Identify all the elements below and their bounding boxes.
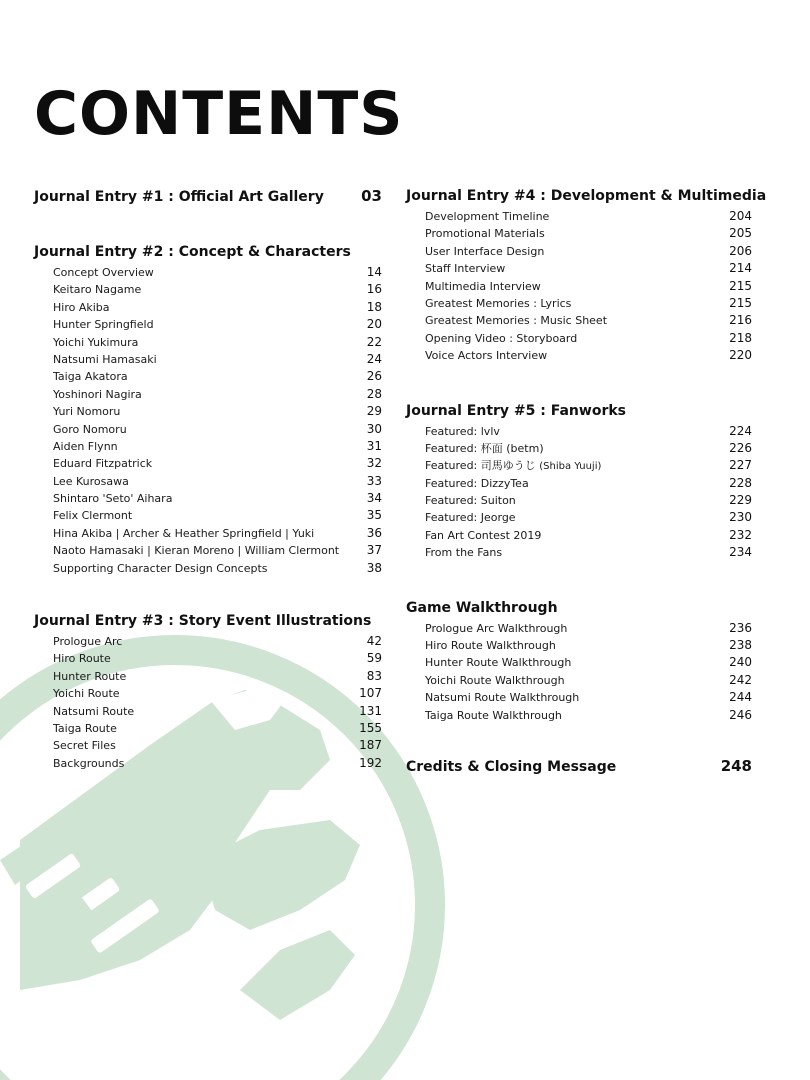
toc-entry[interactable] [406,440,752,457]
entry-list [34,633,382,772]
entry-page: 206 [729,243,752,258]
entry-label: Aiden Flynn [53,439,118,453]
entry-label: Fan Art Contest 2019 [425,528,542,542]
entry-list [406,423,752,562]
entry-label: Supporting Character Design Concepts [53,561,268,575]
toc-entry[interactable] [406,295,752,312]
toc-entry[interactable] [406,637,752,654]
entry-label: Greatest Memories : Lyrics [425,296,572,310]
section-fanworks [406,399,752,562]
toc-entry[interactable] [406,208,752,225]
entry-page: 216 [729,313,752,328]
entry-label: Taiga Route Walkthrough [425,708,562,722]
entry-label: Goro Nomoru [53,422,127,436]
section-heading[interactable] [34,240,382,264]
entry-label: Taiga Route [53,721,117,735]
toc-entry[interactable] [406,243,752,260]
toc-entry[interactable] [406,527,752,544]
toc-entry[interactable] [34,351,382,368]
entry-page: 34 [366,491,382,506]
entry-label: Featured: 杯面 (betm) [425,441,544,455]
entry-list [406,620,752,724]
entry-page: 192 [359,755,382,770]
entry-label: Opening Video : Storyboard [425,331,578,345]
entry-label: User Interface Design [425,244,545,258]
entry-page: 24 [366,351,382,366]
contents-right-column [406,184,767,778]
entry-list [406,208,752,365]
entry-label: Prologue Arc Walkthrough [425,621,568,635]
toc-entry[interactable] [406,509,752,526]
section-page-number: 03 [361,187,382,205]
entry-page: 59 [366,651,382,666]
toc-entry[interactable] [34,455,382,472]
toc-entry[interactable] [34,264,382,281]
toc-entry[interactable] [34,542,382,559]
contents-left-column [34,184,382,772]
entry-label-main: Featured: 司馬ゆうじ [425,459,536,473]
toc-entry[interactable] [34,525,382,542]
section-page-number: 248 [720,756,752,775]
entry-page: 187 [359,738,382,753]
toc-entry[interactable] [34,316,382,333]
entry-page: 204 [729,209,752,223]
entry-label: Yoichi Route Walkthrough [425,673,565,687]
entry-page: 20 [366,317,382,332]
toc-entry[interactable] [34,703,382,720]
entry-page: 240 [729,655,752,670]
entry-label: Hunter Springfield [53,318,154,332]
section-title: Credits & Closing Message [406,758,617,775]
entry-label: Taiga Akatora [53,370,128,384]
entry-page: 37 [366,543,382,558]
entry-label: Development Timeline [425,210,550,223]
entry-label: Featured: Suiton [425,494,516,508]
entry-label: Hunter Route Walkthrough [425,656,572,670]
toc-entry[interactable] [406,620,752,637]
entry-page: 244 [729,690,752,705]
entry-label: Yoichi Yukimura [53,335,139,349]
entry-label: Hina Akiba | Archer & Heather Springfield | Yuki [53,526,315,540]
toc-entry[interactable] [406,672,752,689]
entry-label: Hunter Route [53,669,127,683]
entry-label: Backgrounds [53,756,125,770]
toc-entry[interactable] [406,312,752,329]
entry-label: Yuri Nomoru [53,405,121,419]
toc-entry[interactable] [34,720,382,737]
entry-label [425,457,601,475]
entry-list [34,264,382,577]
entry-label: Featured: lvlv [425,424,500,438]
entry-label: Promotional Materials [425,227,545,241]
entry-label: Greatest Memories : Music Sheet [425,314,608,328]
entry-label: Staff Interview [425,262,506,276]
entry-label: Yoichi Route [53,687,120,701]
toc-entry[interactable] [34,334,382,351]
entry-page: 246 [729,707,752,722]
entry-page: 229 [729,493,752,508]
entry-page: 32 [366,456,382,471]
entry-page: 35 [366,508,382,523]
entry-page: 38 [366,560,382,575]
toc-entry[interactable] [34,560,382,577]
entry-page: 28 [366,386,382,401]
section-credits-closing [406,754,752,778]
toc-entry[interactable] [406,347,752,364]
entry-label: Featured: Jeorge [425,511,516,525]
entry-page: 29 [366,404,382,419]
entry-page: 42 [366,634,382,649]
entry-label: Natsumi Route Walkthrough [425,691,580,705]
toc-entry[interactable] [34,368,382,385]
section-title: Game Walkthrough [406,599,558,616]
toc-entry[interactable] [34,473,382,490]
section-title: Journal Entry #4 : Development & Multimedia [406,188,767,204]
entry-page: 22 [366,334,382,349]
entry-page: 242 [729,672,752,687]
section-heading[interactable] [34,609,382,633]
toc-entry[interactable] [34,633,382,650]
section-heading[interactable] [406,184,767,208]
section-story-event-illustrations [34,609,382,772]
toc-entry[interactable] [406,457,752,474]
toc-entry[interactable] [34,403,382,420]
entry-page: 107 [359,686,382,701]
entry-label: Naoto Hamasaki | Kieran Moreno | William Clermont [53,544,340,558]
section-title: Journal Entry #5 : Fanworks [406,402,626,419]
entry-page: 14 [366,265,382,279]
section-official-art-gallery [34,184,382,208]
toc-entry[interactable] [34,438,382,455]
entry-page: 31 [366,438,382,453]
toc-entry[interactable] [406,423,752,440]
entry-page: 234 [729,545,752,560]
entry-page: 33 [366,473,382,488]
section-heading[interactable] [406,596,752,620]
entry-page: 205 [729,226,752,241]
toc-entry[interactable] [34,755,382,772]
section-heading[interactable] [406,754,752,778]
entry-page: 236 [729,620,752,635]
section-title: Journal Entry #2 : Concept & Characters [34,244,351,260]
entry-page: 232 [729,527,752,542]
entry-page: 220 [729,348,752,363]
entry-page: 218 [729,330,752,345]
entry-page: 224 [729,423,752,438]
section-title: Journal Entry #1 : Official Art Gallery [34,189,324,205]
entry-label: Hiro Akiba [53,300,110,314]
toc-entry[interactable] [406,475,752,492]
entry-page: 238 [729,638,752,653]
entry-label: Voice Actors Interview [425,349,548,363]
entry-page: 30 [366,421,382,436]
section-game-walkthrough [406,596,752,724]
toc-entry[interactable] [406,654,752,671]
entry-page: 215 [729,278,752,293]
toc-entry[interactable] [406,225,752,242]
entry-page: 131 [359,703,382,718]
entry-label: From the Fans [425,546,503,560]
entry-page: 214 [729,261,752,276]
entry-page: 16 [366,282,382,297]
section-concept-characters [34,240,382,577]
entry-label: Yoshinori Nagira [53,387,142,401]
entry-label: Shintaro 'Seto' Aihara [53,492,173,506]
entry-label: Natsumi Route [53,704,135,718]
toc-entry[interactable] [406,689,752,706]
toc-entry[interactable] [34,650,382,667]
entry-page: 18 [366,299,382,314]
toc-entry[interactable] [406,260,752,277]
entry-label: Secret Files [53,739,116,753]
toc-entry[interactable] [34,281,382,298]
toc-entry[interactable] [406,278,752,295]
toc-entry[interactable] [34,490,382,507]
section-heading[interactable] [34,184,382,208]
entry-label: Multimedia Interview [425,279,541,293]
toc-entry[interactable] [34,668,382,685]
entry-label: Hiro Route [53,652,111,666]
entry-label: Eduard Fitzpatrick [53,457,153,471]
entry-label: Felix Clermont [53,509,133,523]
entry-page: 26 [366,369,382,384]
entry-page: 226 [729,440,752,455]
entry-label: Natsumi Hamasaki [53,352,157,366]
toc-entry[interactable] [34,685,382,702]
entry-label: Prologue Arc [53,635,123,649]
entry-page: 227 [729,458,752,473]
toc-entry[interactable] [406,492,752,509]
entry-page: 155 [359,720,382,735]
entry-page: 83 [366,668,382,683]
entry-page: 215 [729,295,752,310]
entry-label: Featured: DizzyTea [425,476,529,490]
section-heading[interactable] [406,399,752,423]
entry-label: Lee Kurosawa [53,474,129,488]
toc-entry[interactable] [406,544,752,561]
toc-entry[interactable] [34,299,382,316]
toc-entry[interactable] [34,386,382,403]
toc-entry[interactable] [34,737,382,754]
entry-page: 36 [366,525,382,540]
toc-entry[interactable] [406,707,752,724]
toc-entry[interactable] [34,507,382,524]
toc-entry[interactable] [34,421,382,438]
section-title: Journal Entry #3 : Story Event Illustrations [34,613,372,630]
entry-page: 230 [729,510,752,525]
section-development-multimedia [406,184,767,365]
toc-entry[interactable] [406,330,752,347]
entry-label: Hiro Route Walkthrough [425,639,556,653]
page-title: CONTENTS [34,79,404,149]
entry-page: 228 [729,475,752,490]
entry-label-romanization: (Shiba Yuuji) [539,461,602,473]
entry-label: Keitaro Nagame [53,283,142,297]
entry-label: Concept Overview [53,266,154,279]
